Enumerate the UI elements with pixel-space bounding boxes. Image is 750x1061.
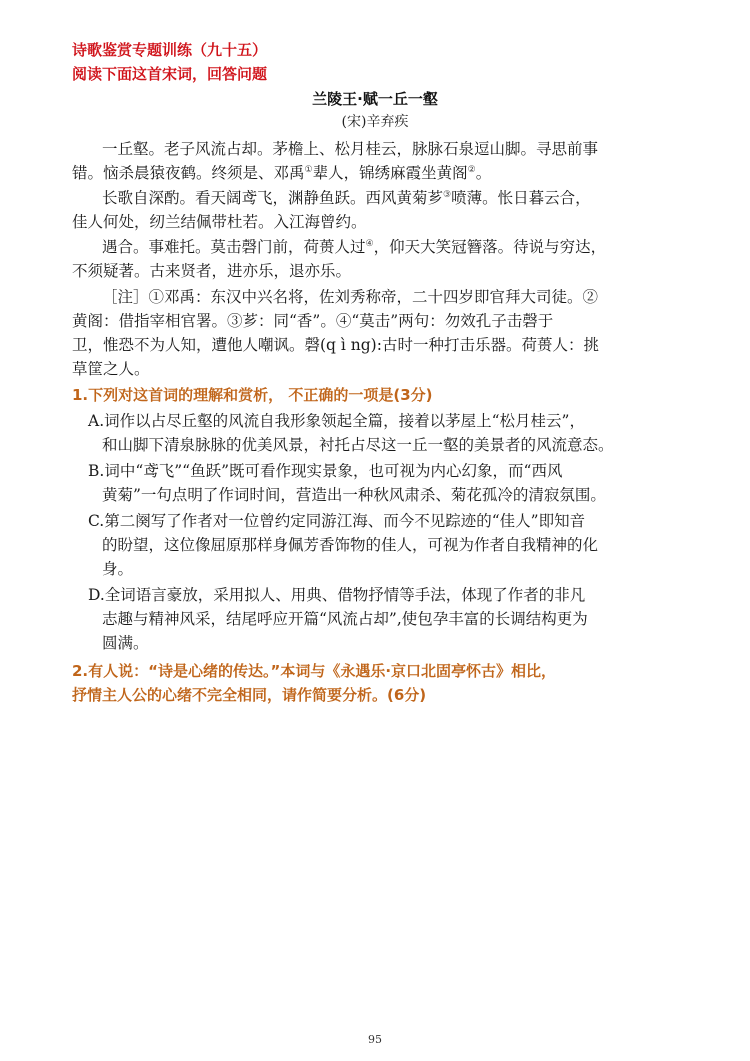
question-2: 2.有人说：“诗是心绪的传达。”本词与《永遇乐·京口北固亭怀古》相比， (72, 662, 557, 680)
poem-text: 。 (475, 164, 492, 182)
poem-text: 长歌自深酌。看天阔鸢飞，渊静鱼跃。西风黄菊芗 (102, 189, 444, 207)
poem-line (72, 162, 491, 184)
poem-title: 兰陵王·赋一丘一壑 (312, 90, 438, 108)
page-number: 95 (368, 1033, 382, 1046)
option-d: D.全词语言豪放，采用拟人、用典、借物抒情等手法，体现了作者的非凡 (88, 586, 586, 604)
exercise-heading: 诗歌鉴赏专题训练（九十五） (72, 41, 268, 59)
option-d-continued: 志趣与精神风采，结尾呼应开篇“风流占却”,使包孕丰富的长调结构更为 (102, 610, 588, 628)
poem-text: 错。恼杀晨猿夜鹤。终须是、邓禹 (72, 164, 305, 182)
poem-text: ，仰天大笑冠簪落。待说与穷达， (373, 238, 607, 256)
option-a: A.词作以占尽丘壑的风流自我形象领起全篇，接着以茅屋上“松月桂云”， (88, 412, 585, 430)
footnote-marker: ① (304, 164, 313, 175)
poem-text: 遇合。事难托。莫击磬门前，荷蒉人过 (102, 238, 366, 256)
footnote-marker: ② (467, 164, 476, 175)
poem-line: 一丘壑。老子风流占却。茅檐上、松月桂云，脉脉石泉逗山脚。寻思前事 (102, 140, 599, 158)
poem-line (102, 236, 606, 258)
option-b: B.词中“鸢飞”“鱼跃”既可看作现实景象，也可视为内心幻象，而“西风 (88, 462, 563, 480)
poem-line (102, 187, 591, 209)
option-c: C.第二阕写了作者对一位曾约定同游江海、而今不见踪迹的“佳人”即知音 (88, 512, 586, 530)
option-d-continued: 圆满。 (102, 634, 149, 652)
option-a-continued: 和山脚下清泉脉脉的优美风景，衬托占尽这一丘一壑的美景者的风流意态。 (102, 436, 614, 454)
option-b-continued: 黄菊”一句点明了作词时间，营造出一种秋风肃杀、菊花孤冷的清寂氛围。 (102, 486, 606, 504)
annotation-line: 卫，惟恐不为人知，遭他人嘲讽。磬(q ì ng):古时一种打击乐器。荷蒉人：挑 (72, 336, 599, 354)
poem-text: 辈人，锦绣麻霞坐黄阁 (312, 164, 468, 182)
footnote-marker: ③ (443, 189, 452, 200)
annotation-line: 草筐之人。 (72, 360, 150, 378)
annotation-line: 黄阁：借指宰相官署。③芗：同“香”。④“莫击”两句：勿效孔子击磬于 (72, 312, 554, 330)
poem-line: 不须疑著。古来贤者，进亦乐，退亦乐。 (72, 262, 352, 280)
footnote-marker: ④ (365, 238, 374, 249)
poem-line: 佳人何处，纫兰结佩带杜若。入江海曾约。 (72, 213, 367, 231)
poem-author: (宋)辛弃疾 (341, 114, 409, 130)
question-2-continued: 抒情主人公的心绪不完全相同，请作简要分析。(6分) (72, 686, 427, 704)
option-c-continued: 的盼望，这位像屈原那样身佩芳香饰物的佳人，可视为作者自我精神的化 (102, 536, 599, 554)
question-1: 1.下列对这首词的理解和赏析， 不正确的一项是(3分) (72, 386, 433, 404)
option-c-continued: 身。 (102, 560, 134, 578)
poem-text: 喷薄。怅日暮云合， (451, 189, 591, 207)
annotation-line: ［注］①邓禹：东汉中兴名将，佐刘秀称帝，二十四岁即官拜大司徒。② (102, 288, 599, 306)
instruction-heading: 阅读下面这首宋词，回答问题 (72, 65, 268, 83)
